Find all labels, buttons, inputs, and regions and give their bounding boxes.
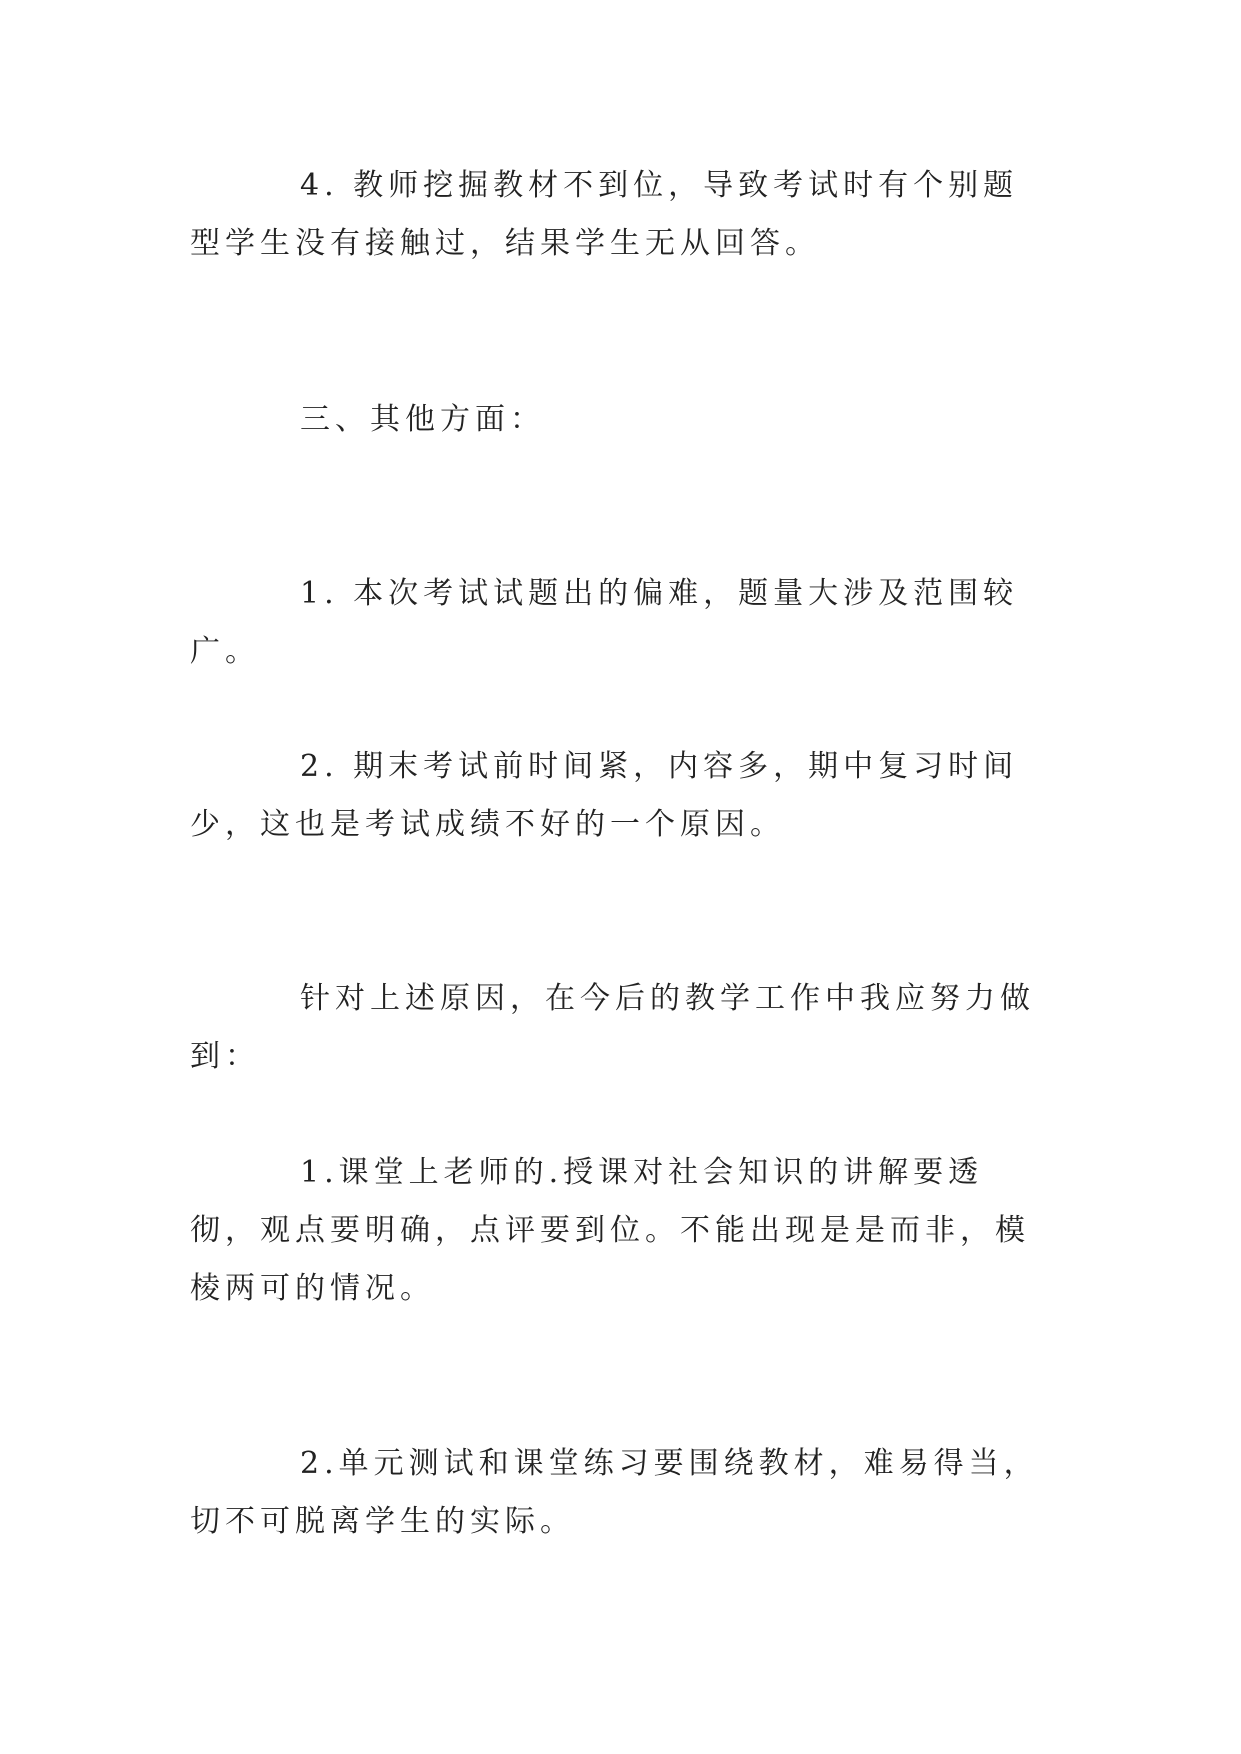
section-heading-other-aspects: 三、其他方面： <box>300 402 545 437</box>
paragraph-classroom-teaching: 1.课堂上老师的.授课对社会知识的讲解要透彻，观点要明确，点评要到位。不能出现是是而非，模棱两可的情况。 <box>190 1155 1030 1306</box>
paragraph-teacher-material: 4. 教师挖掘教材不到位，导致考试时有个别题型学生没有接触过，结果学生无从回答。 <box>190 168 1019 261</box>
paragraph-improvement-intro: 针对上述原因，在今后的教学工作中我应努力做到： <box>190 981 1035 1074</box>
paragraph-exam-difficulty: 1. 本次考试试题出的偏难，题量大涉及范围较广。 <box>190 576 1019 669</box>
paragraph-unit-tests: 2.单元测试和课堂练习要围绕教材，难易得当，切不可脱离学生的实际。 <box>190 1446 1039 1539</box>
paragraph-review-time: 2. 期末考试前时间紧，内容多，期中复习时间少，这也是考试成绩不好的一个原因。 <box>190 749 1019 842</box>
